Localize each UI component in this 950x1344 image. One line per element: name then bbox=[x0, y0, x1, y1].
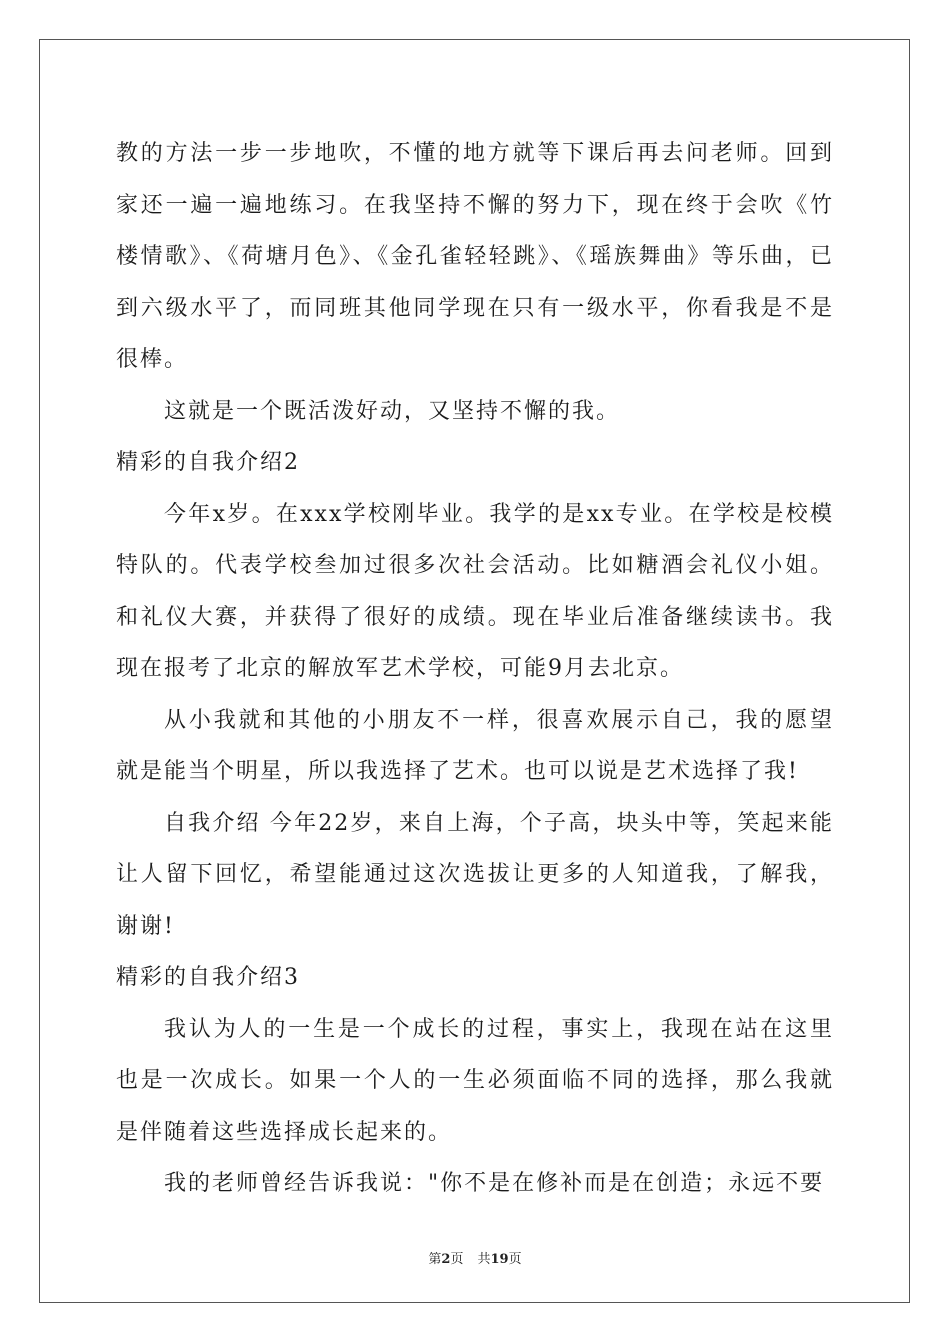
current-page-number: 2 bbox=[441, 1252, 451, 1267]
document-body bbox=[116, 128, 834, 1210]
paragraph: 自我介绍 今年22岁，来自上海，个子高，块头中等，笑起来能让人留下回忆，希望能通过这次选拔让更多的人知道我，了解我，谢谢! bbox=[116, 810, 834, 939]
paragraph: 我的老师曾经告诉我说："你不是在修补而是在创造；永远不要 bbox=[164, 1171, 825, 1196]
page-footer bbox=[0, 1248, 950, 1267]
footer-page-suffix: 页 bbox=[450, 1252, 464, 1267]
paragraph: 这就是一个既活泼好动，又坚持不懈的我。 bbox=[164, 398, 621, 424]
paragraph: 我认为人的一生是一个成长的过程，事实上，我现在站在这里也是一次成长。如果一个人的一生必须面临不同的选择，那么我就是伴随着这些选择成长起来的。 bbox=[116, 1016, 834, 1145]
footer-total-suffix: 页 bbox=[508, 1252, 522, 1267]
total-pages-number: 19 bbox=[490, 1252, 509, 1267]
section-heading: 精彩的自我介绍3 bbox=[116, 965, 300, 990]
footer-total-prefix: 共 bbox=[477, 1252, 491, 1267]
footer-prefix: 第 bbox=[428, 1252, 442, 1267]
paragraph: 教的方法一步一步地吹，不懂的地方就等下课后再去问老师。回到家还一遍一遍地练习。在我坚持不懈的努力下，现在终于会吹《竹楼情歌》、《荷塘月色》、《金孔雀轻轻跳》、《瑶族舞曲》等乐曲，已到六级水平了，而同班其他同学现在只有一级水平，你看我是不是很棒。 bbox=[116, 141, 834, 372]
section-heading: 精彩的自我介绍2 bbox=[116, 450, 300, 475]
paragraph: 今年x岁。在xxx学校刚毕业。我学的是xx专业。在学校是校模特队的。代表学校叁加过很多次社会活动。比如糖酒会礼仪小姐。和礼仪大赛，并获得了很好的成绩。现在毕业后准备继续读书。我现在报考了北京的解放军艺术学校，可能9月去北京。 bbox=[116, 501, 834, 681]
paragraph: 从小我就和其他的小朋友不一样，很喜欢展示自己，我的愿望就是能当个明星，所以我选择了艺术。也可以说是艺术选择了我! bbox=[116, 707, 834, 784]
